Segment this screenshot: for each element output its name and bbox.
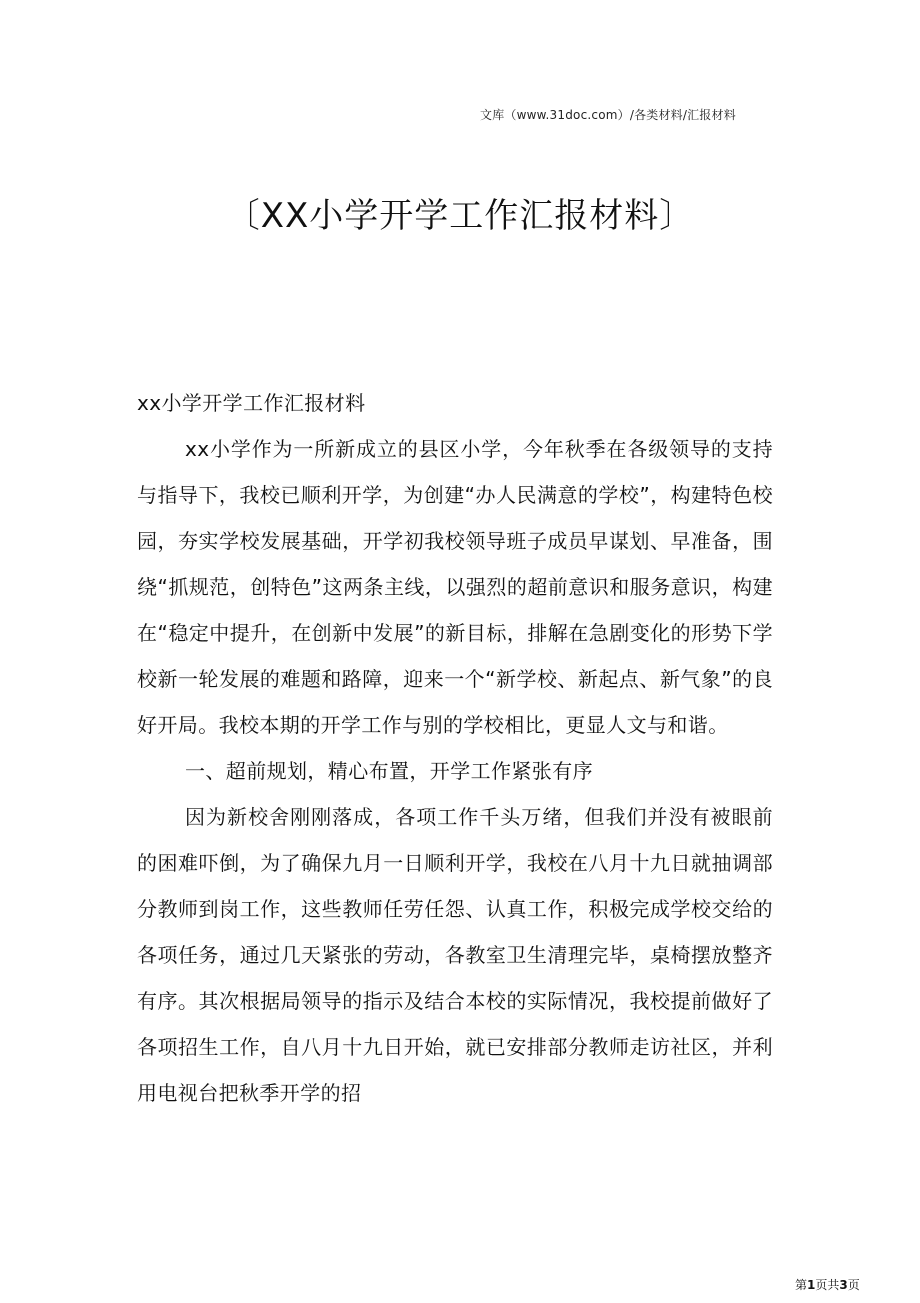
body-paragraph-1: xx小学作为一所新成立的县区小学，今年秋季在各级领导的支持与指导下，我校已顺利开学，为创建“办人民满意的学校”，构建特色校园，夯实学校发展基础，开学初我校领导班子成员早谋划、早准备，围绕“抓规范，创特色”这两条主线，以强烈的超前意识和服务意识，构建在“稳定中提升，在创新中发展”的新目标，排解在急剧变化的形势下学校新一轮发展的难题和路障，迎来一个“新学校、新起点、新气象”的良好开局。我校本期的开学工作与别的学校相比，更显人文与和谐。	[137, 437, 773, 737]
page-footer	[795, 1276, 860, 1293]
body-subtitle: xx小学开学工作汇报材料	[137, 391, 366, 415]
footer-prefix: 第	[795, 1278, 808, 1292]
footer-middle: 页共	[815, 1278, 840, 1292]
page-header-source: 文库（www.31doc.com）/各类材料/汇报材料	[480, 108, 736, 122]
document-body	[137, 380, 773, 1116]
section-1-heading: 一、超前规划，精心布置，开学工作紧张有序	[185, 759, 593, 783]
footer-suffix: 页	[847, 1278, 860, 1292]
document-title: 〔XX小学开学工作汇报材料〕	[225, 196, 695, 236]
body-paragraph-2: 因为新校舍刚刚落成，各项工作千头万绪，但我们并没有被眼前的困难吓倒，为了确保九月一日顺利开学，我校在八月十九日就抽调部分教师到岗工作，这些教师任劳任怨、认真工作，积极完成学校交给的各项任务，通过几天紧张的劳动，各教室卫生清理完毕，桌椅摆放整齐有序。其次根据局领导的指示及结合本校的实际情况，我校提前做好了各项招生工作，自八月十九日开始，就已安排部分教师走访社区，并利用电视台把秋季开学的招	[137, 805, 773, 1105]
footer-total-pages: 3	[839, 1278, 848, 1292]
footer-current-page: 1	[807, 1278, 816, 1292]
